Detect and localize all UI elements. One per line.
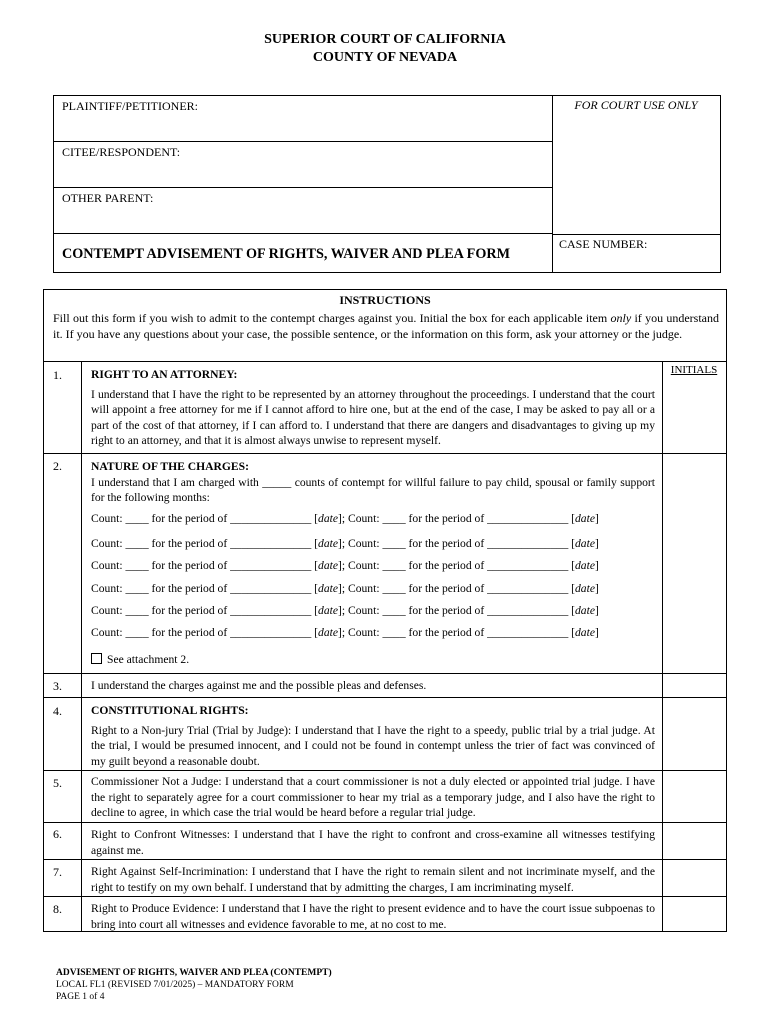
form-title: CONTEMPT ADVISEMENT OF RIGHTS, WAIVER AND PLEA FORM (62, 246, 511, 262)
initials-box-1[interactable] (663, 377, 725, 452)
footer-form-number: LOCAL FL1 (REVISED 7/01/2025) – MANDATORY FORM (56, 980, 294, 990)
court-header (0, 31, 770, 67)
other-parent-field[interactable] (54, 188, 552, 234)
count-line[interactable]: Count: ____ for the period of ______________ [date]; Count: ____ for the period of ______________ [date] (91, 626, 599, 639)
attachment-checkbox[interactable] (91, 653, 102, 664)
count-line[interactable]: Count: ____ for the period of ______________ [date]; Count: ____ for the period of ______________ [date] (91, 604, 599, 617)
count-line[interactable]: Count: ____ for the period of ______________ [date]; Count: ____ for the period of ______________ [date] (91, 537, 599, 550)
initials-box-3[interactable] (663, 674, 725, 696)
item-number: 7. (53, 865, 62, 879)
item-number: 5. (53, 776, 62, 790)
item-8-text: Right to Produce Evidence: I understand that I have the right to present evidence and to have the court issue subpoenas to bring into court all witnesses and evidence favorable to me, at no cost to me. (91, 902, 655, 931)
initials-box-5[interactable] (663, 771, 725, 821)
footer-form-title: ADVISEMENT OF RIGHTS, WAIVER AND PLEA (CONTEMPT) (56, 968, 332, 978)
caption-box (53, 95, 721, 273)
instructions-heading: INSTRUCTIONS (339, 293, 431, 307)
item-4-text: CONSTITUTIONAL RIGHTS: Right to a Non-jury Trial (Trial by Judge): I understand that I have the right to a speedy, public trial by a trial judge. At the trial, I would be presumed innocent, and I could not be found in contempt unless the trier of fact was convinced of my guilt beyond a reasonable doubt. (91, 704, 655, 768)
initials-box-6[interactable] (663, 823, 725, 858)
item-number: 3. (53, 679, 62, 693)
court-name: SUPERIOR COURT OF CALIFORNIA (264, 32, 506, 47)
item-5-text: Commissioner Not a Judge: I understand that a court commissioner is not a duly elected or appointed trial judge. I have the right to separately agree for a court commissioner to hear my trial as a temporary judge, and I also have the right to decline to agree, in which case the trial would be heard before a regular trial judge. (91, 775, 655, 819)
initials-box-2[interactable] (663, 454, 725, 672)
case-number-divider (552, 234, 720, 235)
count-line[interactable]: Count: ____ for the period of ______________ [date]; Count: ____ for the period of ______________ [date] (91, 559, 599, 572)
plaintiff-field[interactable] (54, 96, 552, 142)
footer-page-number: PAGE 1 of 4 (56, 992, 105, 1002)
rights-table (43, 289, 727, 932)
initials-box-8[interactable] (663, 897, 725, 931)
item-7-text: Right Against Self-Incrimination: I understand that I have the right to remain silent and not incriminate myself, and the right to testify on my own behalf. I understand that by admitting the charges, I am incriminating myself. (91, 865, 655, 894)
item-number: 4. (53, 704, 62, 718)
other-parent-label: OTHER PARENT: (62, 191, 154, 205)
court-use-label: FOR COURT USE ONLY (574, 98, 698, 112)
item-2-text: NATURE OF THE CHARGES: I understand that I am charged with _____ counts of contempt for willful failure to pay child, spousal or family support for the following months: (91, 460, 655, 504)
item-number: 6. (53, 827, 62, 841)
item-number: 8. (53, 902, 62, 916)
footer (56, 967, 332, 1003)
citee-label: CITEE/RESPONDENT: (62, 145, 181, 159)
item-number: 1. (53, 368, 62, 382)
item-number: 2. (53, 459, 62, 473)
item-6-text: Right to Confront Witnesses: I understand that I have the right to confront and cross-examine all witnesses testifying against me. (91, 828, 655, 857)
county-name: COUNTY OF NEVADA (312, 50, 458, 65)
item-3-text: I understand the charges against me and the possible pleas and defenses. (91, 679, 427, 692)
count-line[interactable]: Count: ____ for the period of ______________ [date]; Count: ____ for the period of ______________ [date] (91, 512, 599, 525)
instructions-text: Fill out this form if you wish to admit to the contempt charges against you. Initial the box for each applicable item only if you understand it. If you have any questions about your case, the possible sentence, or the information on this form, ask your attorney or the judge. (53, 311, 719, 341)
attachment-option[interactable] (91, 653, 189, 666)
initials-label: INITIALS (670, 364, 718, 376)
count-line[interactable]: Count: ____ for the period of ______________ [date]; Count: ____ for the period of ______________ [date] (91, 582, 599, 595)
initials-box-7[interactable] (663, 860, 725, 895)
caption-divider (552, 96, 553, 272)
attachment-label: See attachment 2. (107, 653, 190, 666)
citee-field[interactable] (54, 142, 552, 188)
plaintiff-label: PLAINTIFF/PETITIONER: (62, 99, 198, 113)
item-4-heading: CONSTITUTIONAL RIGHTS: (91, 704, 249, 717)
case-number-label: CASE NUMBER: (559, 237, 648, 251)
item-1-heading: RIGHT TO AN ATTORNEY: (91, 368, 238, 381)
item-1-text: RIGHT TO AN ATTORNEY: I understand that I have the right to be represented by an attorney throughout the proceedings. I understand that the court will appoint a free attorney for me if I cannot afford to hire one, but at the end of the case, I may be asked to pay all or a part of the cost of that attorney, if I can afford to. I understand that there are dangers and disadvantages to giving up my right to an attorney, and that it is almost always unwise to represent myself. (91, 368, 655, 447)
initials-box-4[interactable] (663, 698, 725, 769)
item-2-heading: NATURE OF THE CHARGES: (91, 460, 249, 473)
